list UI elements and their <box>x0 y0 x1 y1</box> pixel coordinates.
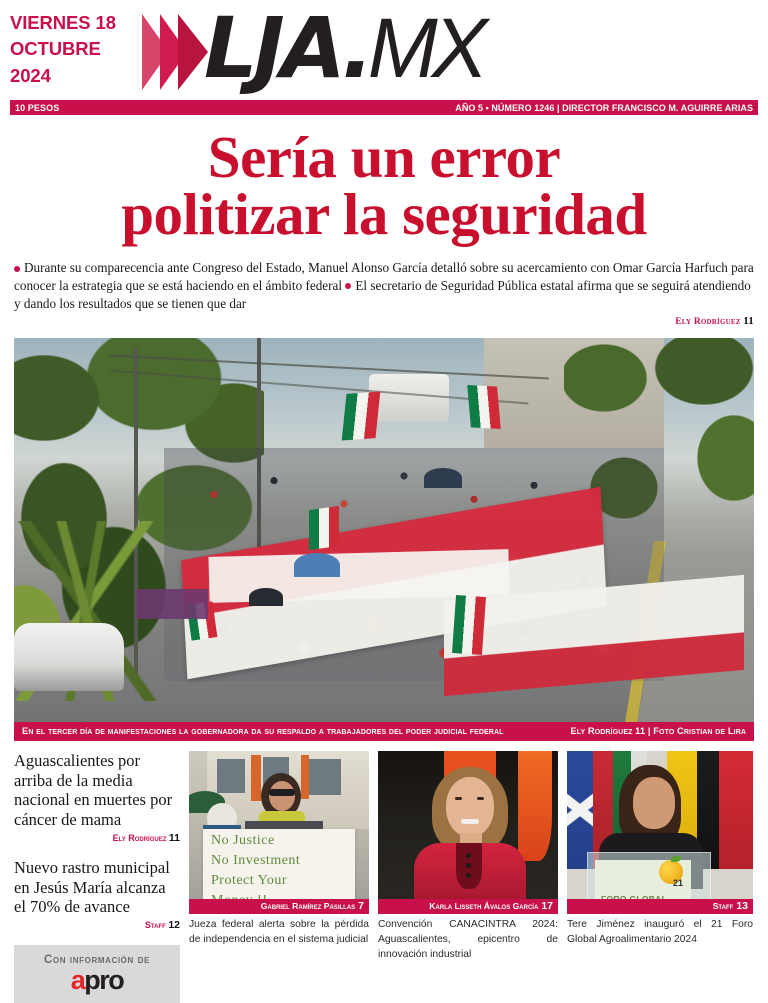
thumb-person-eye <box>455 797 462 800</box>
price-label: 10 PESOS <box>15 102 60 113</box>
masthead <box>0 0 768 100</box>
brief-item[interactable] <box>14 858 180 931</box>
byline-author: Ely Rodríguez <box>112 832 167 843</box>
bullet-icon <box>14 266 20 272</box>
umbrella-icon <box>294 553 340 577</box>
sunglasses-icon <box>269 789 295 796</box>
credit-page: 7 <box>358 900 364 913</box>
byline-page: 12 <box>168 919 180 932</box>
apro-logo-pro: pro <box>84 965 124 996</box>
brief-title: Nuevo rastro municipal en Jesús María alcanza el 70% de avance <box>14 857 170 917</box>
thumb-caption: Jueza federal alerta sobre la pérdida de independencia en el sistema judicial <box>189 918 369 945</box>
mexican-flag-icon <box>467 385 501 429</box>
credit-photographer: | Foto Cristian de Lira <box>647 726 746 737</box>
brief-item[interactable] <box>14 751 180 844</box>
thumb-person-face <box>446 777 494 837</box>
thumb-caption: Tere Jiménez inauguró el 21 Foro Global Agroalimentario 2024 <box>567 918 753 945</box>
thumb-person-eye <box>477 797 484 800</box>
headline-line-1: Sería un error <box>207 124 561 190</box>
site-logo[interactable] <box>142 0 758 100</box>
byline-author: Ely Rodríguez <box>675 317 741 328</box>
bullet-icon <box>345 283 351 289</box>
credit-author: Staff <box>712 901 734 912</box>
thumb-orange-column <box>251 755 261 801</box>
apro-logo <box>71 967 124 994</box>
brief-title: Aguascalientes por arriba de la media nacional en muertes por cáncer de mama <box>14 750 173 830</box>
thumb-window <box>217 759 245 793</box>
main-photo[interactable] <box>14 338 754 741</box>
deck-part-1: Durante su comparecencia ante Congreso del Estado, Manuel Alonso García detalló sobre su acercamiento con Omar García Harfuch para conocer la estrategia que se está haciendo en el ámbito federal <box>14 260 754 293</box>
thumb-person-face <box>633 777 675 829</box>
podium-edition-number: 21 <box>672 877 683 888</box>
headline-deck <box>14 259 754 328</box>
brief-byline <box>14 919 180 931</box>
apro-partner-box[interactable] <box>14 945 180 1003</box>
date-line-1: VIERNES 18 <box>10 12 116 33</box>
issue-info-bar <box>10 100 758 115</box>
wordmark-mx: MX <box>367 1 482 95</box>
thumb-photo-portrait[interactable] <box>378 751 558 914</box>
main-headline[interactable] <box>14 124 754 248</box>
thumb-photo-podium[interactable] <box>567 751 753 914</box>
byline-page: 11 <box>168 831 180 844</box>
wordmark-dot: . <box>341 0 368 97</box>
thumb-orange-banner <box>518 751 552 861</box>
thumb-person-mouth <box>461 819 479 824</box>
credit-author: Karla Lisseth Ávalos García <box>429 901 539 912</box>
thumb-caption: Convención CANACINTRA 2024: Aguascalientes, epicentro de innovación industrial <box>378 918 558 960</box>
thumb-credit-bar <box>378 899 558 914</box>
bottom-section <box>14 751 754 1003</box>
sign-line-1: No Justice <box>211 832 275 848</box>
byline-page: 11 <box>743 315 754 328</box>
mexican-flag-icon <box>309 506 339 550</box>
main-photo-caption: En el tercer día de manifestaciones la gobernadora da su respaldo a trabajadores del poder judicial federal <box>22 726 504 737</box>
byline-author: Staff <box>144 920 166 931</box>
credit-author: Ely Rodríguez <box>570 726 633 737</box>
mexican-flag-icon <box>452 595 486 655</box>
date-line-3: 2024 <box>10 64 51 86</box>
mexican-flag-icon <box>342 391 381 440</box>
wordmark-lja: LJA <box>204 0 342 97</box>
apro-logo-a: a <box>70 965 85 996</box>
deck-part-2: El secretario de Seguridad Pública estatal afirma que se seguirá atendiendo y dando los resultados que se tienen que dar <box>14 277 751 311</box>
apro-label: Con información de <box>44 954 150 967</box>
issue-info: AÑO 5 • NÚMERO 1246 | DIRECTOR FRANCISCO M. AGUIRRE ARIAS <box>455 102 753 113</box>
thumb-button-detail <box>466 873 471 878</box>
thumb-person-face <box>269 781 295 811</box>
thumb-credit-bar <box>567 899 753 914</box>
thumb-orange-column <box>301 755 309 799</box>
deck-byline <box>14 314 754 329</box>
headline-line-2: politizar la seguridad <box>121 181 647 248</box>
photo-column-1[interactable] <box>189 751 369 1003</box>
sign-line-2: No Investment <box>211 852 301 868</box>
thumb-button-detail <box>466 853 471 858</box>
thumb-button-detail <box>466 863 471 868</box>
date-line-2: OCTUBRE <box>10 38 101 60</box>
thumb-credit-bar <box>189 899 369 914</box>
publication-date <box>10 8 142 89</box>
photo-column-2[interactable] <box>378 751 558 1003</box>
main-photo-caption-bar <box>14 722 754 741</box>
umbrella-icon <box>424 468 462 488</box>
flag-icon <box>719 751 753 869</box>
credit-page: 13 <box>736 900 748 913</box>
sign-line-3: Protect Your <box>211 872 288 888</box>
main-photo-credit <box>570 726 746 736</box>
thumb-window <box>309 759 341 795</box>
photo-car <box>14 623 124 691</box>
chevron-right-icon <box>142 14 208 90</box>
thumb-photo-protest-sign[interactable] <box>189 751 369 914</box>
photo-truck <box>369 374 449 422</box>
credit-author: Gabriel Ramírez Pasillas <box>260 901 356 912</box>
credit-page: 11 <box>635 726 646 737</box>
briefs-column <box>14 751 180 1003</box>
wordmark <box>204 0 482 97</box>
photo-column-3[interactable] <box>567 751 753 1003</box>
brief-byline <box>14 832 180 844</box>
umbrella-icon <box>249 588 283 606</box>
leaf-icon <box>671 856 681 862</box>
credit-page: 17 <box>541 900 553 913</box>
